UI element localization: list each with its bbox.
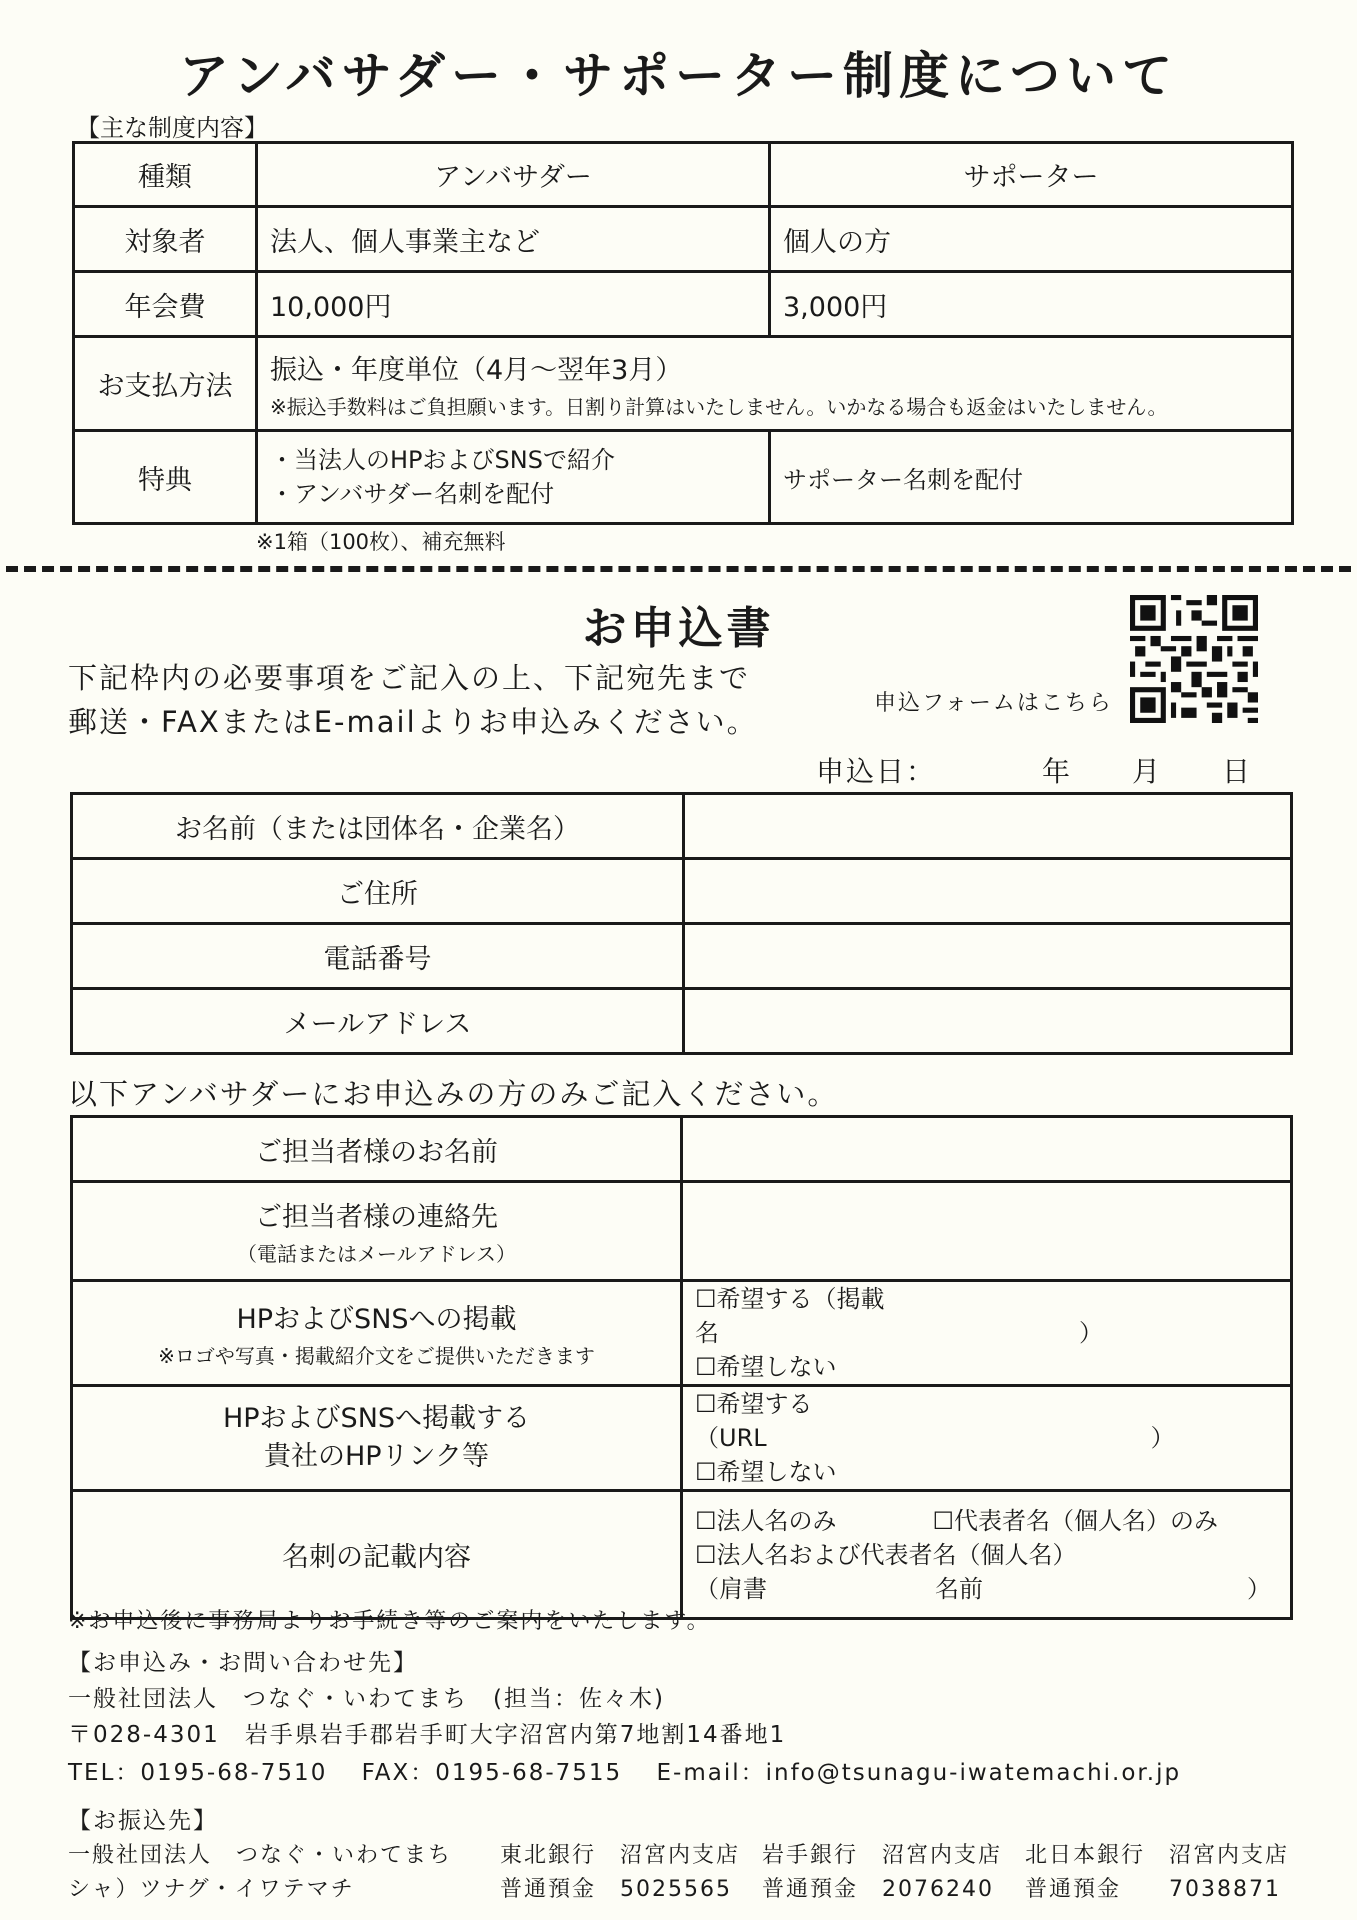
- field-input-contact-name[interactable]: [682, 1117, 1292, 1182]
- after-application-note: ※お申込後に事務局よりお手続き等のご案内をいたします。: [68, 1609, 711, 1634]
- table-row: [74, 337, 1293, 431]
- table-row: [72, 1117, 1292, 1182]
- card-options: [682, 1491, 1292, 1619]
- table-row: [74, 431, 1293, 524]
- link-label-1: HPおよびSNSへ掲載する: [222, 1403, 531, 1434]
- cell-fee-ambassador: 10,000円: [257, 272, 770, 337]
- bank-holder-kana: シャ）ツナグ・イワテマチ: [68, 1877, 355, 1902]
- qr-label: 申込フォームはこちら: [874, 691, 1113, 716]
- qr-code-icon[interactable]: [1130, 595, 1258, 723]
- listing-sub: ※ロゴや写真・掲載紹介文をご提供いただきます: [158, 1344, 595, 1368]
- benefit-ambassador-2: ・アンバサダー名刺を配付: [270, 480, 555, 508]
- header-supporter: サポーター: [770, 143, 1293, 207]
- link-no-wish-checkbox[interactable]: ☐希望しない: [695, 1458, 837, 1486]
- field-label-contact-info: [72, 1182, 682, 1281]
- card-option-both-checkbox[interactable]: ☐法人名および代表者名（個人名）: [695, 1540, 1077, 1569]
- listing-no-wish-checkbox[interactable]: ☐希望しない: [695, 1353, 837, 1381]
- row-label-target: 対象者: [74, 207, 257, 272]
- contact-org: 一般社団法人 つなぐ・いわてまち (担当：佐々木): [68, 1686, 665, 1712]
- bank-3-name: 北日本銀行 沼宮内支店: [1025, 1843, 1290, 1868]
- field-label-name: お名前（または団体名・企業名）: [72, 794, 684, 859]
- applicant-table: [70, 792, 1293, 1055]
- table-row: [72, 924, 1292, 989]
- bank-holder-name: 一般社団法人 つなぐ・いわてまち: [68, 1843, 453, 1868]
- table-row: [74, 272, 1293, 337]
- table-row: [72, 1491, 1292, 1619]
- card-title-name-field[interactable]: （肩書 名前 ）: [695, 1574, 1271, 1603]
- bank-2-account: 普通預金 2076240: [762, 1877, 994, 1902]
- instruction-line-2: 郵送・FAXまたはE-mailよりお申込みください。: [68, 705, 758, 739]
- link-wish-checkbox[interactable]: ☐希望する（URL ）: [695, 1390, 1175, 1452]
- row-label-fee: 年会費: [74, 272, 257, 337]
- contact-tel-fax-email: TEL：0195-68-7510 FAX：0195-68-7515 E-mail：info@tsunagu-iwatemachi.or.jp: [68, 1760, 1182, 1786]
- bank-1-name: 東北銀行 沼宮内支店: [500, 1843, 741, 1868]
- row-label-payment: お支払方法: [74, 337, 257, 431]
- field-input-phone[interactable]: [684, 924, 1292, 989]
- page-title: アンバサダー・サポーター制度について: [179, 47, 1178, 105]
- table-row: [72, 1386, 1292, 1491]
- ambassador-only-note: 以下アンバサダーにお申込みの方のみご記入ください。: [68, 1077, 839, 1111]
- link-options: [682, 1386, 1292, 1491]
- field-input-contact-info[interactable]: [682, 1182, 1292, 1281]
- cell-benefit-supporter: サポーター名刺を配付: [770, 431, 1293, 524]
- link-label-2: 貴社のHPリンク等: [263, 1441, 490, 1472]
- card-option-corp-or-rep-checkbox[interactable]: ☐法人名のみ ☐代表者名（個人名）のみ: [695, 1506, 1219, 1535]
- cell-target-ambassador: 法人、個人事業主など: [257, 207, 770, 272]
- bank-3-account: 普通預金 7038871: [1025, 1877, 1281, 1902]
- contact-info-label: ご担当者様の連絡先: [255, 1202, 498, 1233]
- header-ambassador: アンバサダー: [257, 143, 770, 207]
- field-label-link: [72, 1386, 682, 1491]
- field-label-email: メールアドレス: [72, 989, 684, 1054]
- table-row: [72, 1281, 1292, 1386]
- benefit-ambassador-1: ・当法人のHPおよびSNSで紹介: [270, 446, 615, 474]
- listing-label: HPおよびSNSへの掲載: [236, 1304, 517, 1335]
- ambassador-table: [70, 1115, 1293, 1620]
- system-table: [72, 141, 1294, 525]
- contact-address: 〒028-4301 岩手県岩手郡岩手町大字沼宮内第7地割14番地1: [68, 1722, 787, 1748]
- field-input-email[interactable]: [684, 989, 1292, 1054]
- table-footnote: ※1箱（100枚）、補充無料: [256, 530, 506, 554]
- bank-heading: 【お振込先】: [68, 1808, 218, 1834]
- cell-benefit-ambassador: [257, 431, 770, 524]
- form-title: お申込書: [582, 603, 775, 654]
- listing-options: [682, 1281, 1292, 1386]
- instruction-line-1: 下記枠内の必要事項をご記入の上、下記宛先まで: [68, 661, 751, 695]
- application-date: 申込日： 年 月 日: [816, 755, 1253, 788]
- payment-note: ※振込手数料はご負担願います。日割り計算はいたしません。いかなる場合も返金はいたしません。: [270, 394, 1168, 419]
- bank-2-name: 岩手銀行 沼宮内支店: [762, 1843, 1003, 1868]
- bank-1-account: 普通預金 5025565: [500, 1877, 732, 1902]
- contact-info-sub: （電話またはメールアドレス）: [237, 1242, 516, 1266]
- cell-payment: [257, 337, 1293, 431]
- field-input-address[interactable]: [684, 859, 1292, 924]
- header-type: 種類: [74, 143, 257, 207]
- field-label-address: ご住所: [72, 859, 684, 924]
- payment-main: 振込・年度単位（4月～翌年3月）: [270, 354, 683, 386]
- table-row: [74, 207, 1293, 272]
- contact-heading: 【お申込み・お問い合わせ先】: [68, 1650, 418, 1676]
- cut-line-divider: [6, 566, 1351, 572]
- field-label-phone: 電話番号: [72, 924, 684, 989]
- field-label-card: 名刺の記載内容: [72, 1491, 682, 1619]
- field-label-listing: [72, 1281, 682, 1386]
- field-label-contact-name: ご担当者様のお名前: [72, 1117, 682, 1182]
- listing-wish-checkbox[interactable]: ☐希望する（掲載名 ）: [695, 1285, 1103, 1347]
- table-row: [72, 859, 1292, 924]
- table-row: [72, 989, 1292, 1054]
- cell-target-supporter: 個人の方: [770, 207, 1293, 272]
- row-label-benefit: 特典: [74, 431, 257, 524]
- table-header-row: [74, 143, 1293, 207]
- table-row: [72, 1182, 1292, 1281]
- section-label: 【主な制度内容】: [76, 114, 268, 142]
- table-row: [72, 794, 1292, 859]
- form-instructions: [68, 656, 758, 744]
- cell-fee-supporter: 3,000円: [770, 272, 1293, 337]
- field-input-name[interactable]: [684, 794, 1292, 859]
